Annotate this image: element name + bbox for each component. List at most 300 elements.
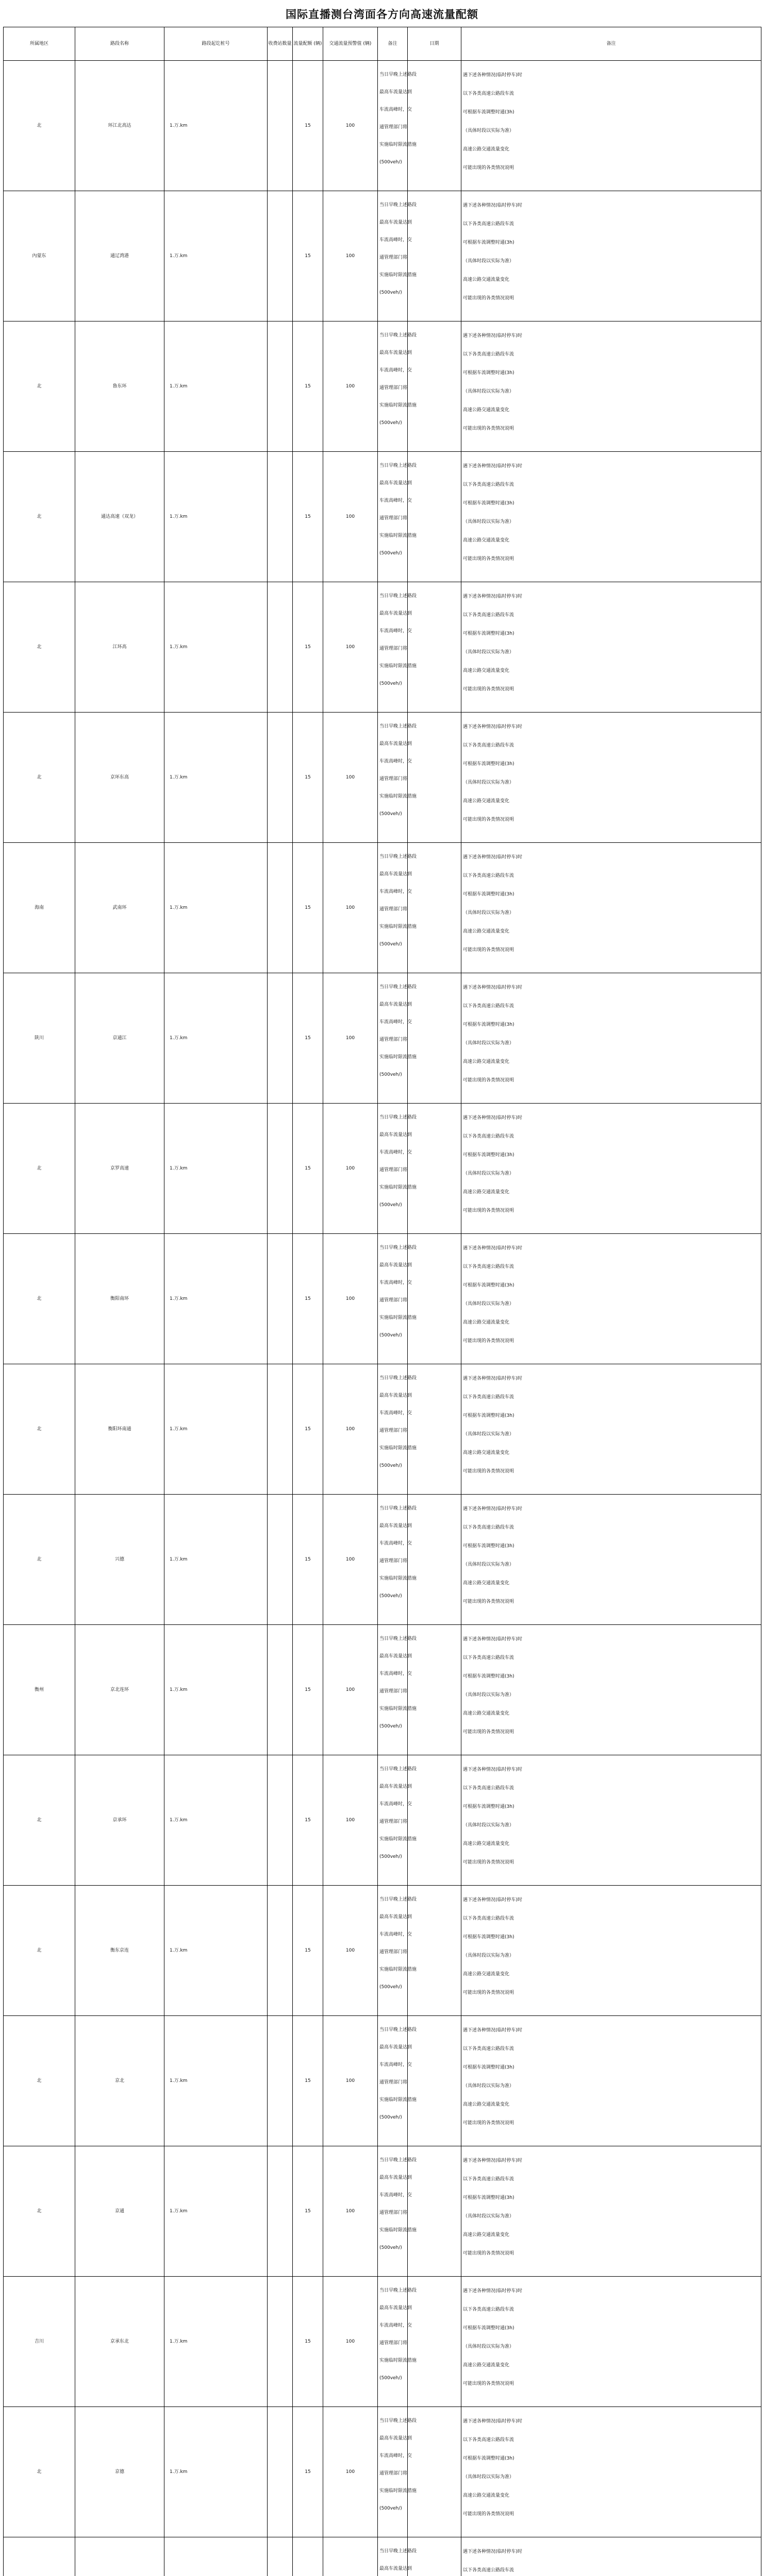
notes-line: 遇下述各种情况(临时停车)时	[463, 724, 523, 730]
notes-line: （具体时段以实际为准）	[463, 1562, 514, 1567]
remark-line: 最高车流量达到	[379, 481, 412, 486]
cell-remark	[378, 1755, 417, 1886]
cell-count	[268, 1886, 293, 2016]
remark-line: 通管理部门将	[379, 907, 408, 912]
cell-notes	[461, 843, 761, 973]
remark-line: 实施临时限流措施	[379, 1055, 417, 1060]
quota-table	[3, 27, 761, 2576]
notes-line: （具体时段以实际为准）	[463, 259, 514, 264]
remark-line: 实施临时限流措施	[379, 403, 417, 408]
table-row	[4, 713, 761, 843]
cell-threshold	[323, 2537, 378, 2576]
notes-line: 可根据车流调整时通(3h)	[463, 1413, 514, 1418]
cell-section: 衡东京连	[75, 1886, 164, 2016]
cell-quota: 15	[293, 61, 323, 191]
remark-line: 通管理部门将	[379, 776, 408, 782]
cell-remark	[378, 2016, 417, 2146]
remark-line: 最高车流量达到	[379, 2045, 412, 2050]
cell-date	[408, 2537, 461, 2576]
notes-line: 可根据车流调整时通(3h)	[463, 2456, 514, 2461]
cell-date	[408, 582, 461, 713]
cell-count	[268, 1104, 293, 1234]
notes-line: 高速公路交通流量变化	[463, 799, 510, 804]
notes-line: （具体时段以实际为准）	[463, 1823, 514, 1828]
cell-remark	[378, 973, 417, 1104]
remark-line: (500veh/)	[379, 811, 402, 817]
notes-line: 遇下述各种情况(临时停车)时	[463, 1897, 523, 1903]
cell-region: 北	[4, 1495, 75, 1625]
cell-threshold: 100	[323, 191, 378, 321]
remark-line: (500veh/)	[379, 1463, 402, 1468]
remark-line: 最高车流量达到	[379, 611, 412, 616]
remark-line: 通管理部门将	[379, 2471, 408, 2476]
notes-line: 以下各类高速公路段车流	[463, 1916, 514, 1921]
remark-line: 当日早晚上述路段	[379, 1636, 417, 1641]
remark-line: 实施临时限流措施	[379, 1185, 417, 1190]
cell-region: 海南	[4, 843, 75, 973]
notes-line: 高速公路交通流量变化	[463, 1711, 510, 1716]
notes-line: 高速公路交通流量变化	[463, 408, 510, 413]
header-threshold: 交通流量预警值 (辆)	[323, 27, 378, 61]
notes-line: 遇下述各种情况(临时停车)时	[463, 1246, 523, 1251]
cell-quota	[293, 2537, 323, 2576]
header-count: 收费站数量	[268, 27, 293, 61]
table-row	[4, 2146, 761, 2277]
cell-range: 1.万.km	[164, 1495, 268, 1625]
remark-line: 实施临时限流措施	[379, 1706, 417, 1711]
remark-line: 通管理部门将	[379, 1298, 408, 1303]
notes-line: 以下各类高速公路段车流	[463, 1786, 514, 1791]
table-row	[4, 582, 761, 713]
notes-line: 可能出现的各类情况说明	[463, 1469, 514, 1474]
cell-remark	[378, 1886, 417, 2016]
table-row	[4, 1364, 761, 1495]
cell-quota: 15	[293, 2016, 323, 2146]
notes-line: 可能出现的各类情况说明	[463, 1078, 514, 1083]
cell-section: 武南环	[75, 843, 164, 973]
notes-line: 可根据车流调整时通(3h)	[463, 631, 514, 636]
notes-line: 高速公路交通流量变化	[463, 1581, 510, 1586]
remark-line: (500veh/)	[379, 551, 402, 556]
remark-line: 通管理部门将	[379, 2341, 408, 2346]
remark-line: 通管理部门将	[379, 1037, 408, 1042]
cell-date	[408, 973, 461, 1104]
remark-line: 实施临时限流措施	[379, 1446, 417, 1451]
cell-date	[408, 2407, 461, 2537]
remark-line: 实施临时限流措施	[379, 533, 417, 538]
remark-line: 实施临时限流措施	[379, 2097, 417, 2103]
notes-line: （具体时段以实际为准）	[463, 519, 514, 524]
notes-line: 高速公路交通流量变化	[463, 1841, 510, 1846]
cell-date	[408, 1104, 461, 1234]
cell-remark	[378, 191, 417, 321]
cell-threshold: 100	[323, 2146, 378, 2277]
notes-line: 遇下述各种情况(临时停车)时	[463, 855, 523, 860]
notes-line: 遇下述各种情况(临时停车)时	[463, 1115, 523, 1121]
remark-line: 车流高峰时，交	[379, 889, 412, 894]
remark-line: 实施临时限流措施	[379, 2488, 417, 2494]
cell-notes	[461, 2407, 761, 2537]
notes-line: 遇下述各种情况(临时停车)时	[463, 985, 523, 990]
notes-line: 遇下述各种情况(临时停车)时	[463, 1637, 523, 1642]
notes-line: 可根据车流调整时通(3h)	[463, 1153, 514, 1158]
cell-quota: 15	[293, 191, 323, 321]
remark-line: 当日早晚上述路段	[379, 1376, 417, 1381]
notes-line: （具体时段以实际为准）	[463, 2344, 514, 2349]
remark-line: 当日早晚上述路段	[379, 1115, 417, 1120]
cell-threshold: 100	[323, 2016, 378, 2146]
cell-section: 京通	[75, 2146, 164, 2277]
remark-line: 当日早晚上述路段	[379, 2418, 417, 2424]
cell-region: 北	[4, 713, 75, 843]
cell-region: 北	[4, 2407, 75, 2537]
cell-range: 1.万.km	[164, 2277, 268, 2407]
table-row	[4, 1886, 761, 2016]
cell-quota: 15	[293, 713, 323, 843]
cell-range: 1.万.km	[164, 1104, 268, 1234]
cell-count	[268, 582, 293, 713]
cell-range: 1.万.km	[164, 321, 268, 452]
notes-line: 以下各类高速公路段车流	[463, 613, 514, 618]
cell-quota: 15	[293, 1625, 323, 1755]
remark-line: 最高车流量达到	[379, 1132, 412, 1138]
notes-line: 高速公路交通流量变化	[463, 1320, 510, 1325]
remark-line: 车流高峰时，交	[379, 2453, 412, 2459]
cell-notes	[461, 582, 761, 713]
cell-date	[408, 452, 461, 582]
cell-range: 1.万.km	[164, 2407, 268, 2537]
cell-remark	[378, 1104, 417, 1234]
notes-line: 遇下述各种情况(临时停车)时	[463, 2419, 523, 2424]
cell-region: 陕川	[4, 973, 75, 1104]
remark-line: (500veh/)	[379, 1724, 402, 1729]
cell-section: 京北	[75, 2016, 164, 2146]
cell-section: 衡阳环南通	[75, 1364, 164, 1495]
notes-line: （具体时段以实际为准）	[463, 128, 514, 133]
remark-line: 车流高峰时，交	[379, 1020, 412, 1025]
remark-line: (500veh/)	[379, 681, 402, 686]
cell-region: 北	[4, 321, 75, 452]
notes-line: 以下各类高速公路段车流	[463, 1264, 514, 1269]
cell-date	[408, 1755, 461, 1886]
header-notes: 备注	[461, 27, 761, 61]
cell-threshold: 100	[323, 1886, 378, 2016]
header-remark: 备注	[378, 27, 408, 61]
notes-line: 可能出现的各类情况说明	[463, 2512, 514, 2517]
remark-line: 当日早晚上述路段	[379, 2027, 417, 2032]
notes-line: 以下各类高速公路段车流	[463, 743, 514, 748]
cell-section: 鲁东环	[75, 321, 164, 452]
cell-remark	[378, 2146, 417, 2277]
cell-range: 1.万.km	[164, 1886, 268, 2016]
notes-line: 以下各类高速公路段车流	[463, 873, 514, 878]
notes-line: 可根据车流调整时通(3h)	[463, 1022, 514, 1027]
remark-line: 当日早晚上述路段	[379, 2288, 417, 2293]
cell-region: 北	[4, 2016, 75, 2146]
cell-region	[4, 2537, 75, 2576]
remark-line: (500veh/)	[379, 942, 402, 947]
cell-threshold: 100	[323, 61, 378, 191]
notes-line: 以下各类高速公路段车流	[463, 1655, 514, 1660]
remark-line: 当日早晚上述路段	[379, 333, 417, 338]
table-row	[4, 1625, 761, 1755]
header-quota: 流量配额 (辆)	[293, 27, 323, 61]
notes-line: 可能出现的各类情况说明	[463, 2251, 514, 2256]
cell-count	[268, 2407, 293, 2537]
table-row	[4, 452, 761, 582]
cell-date	[408, 1625, 461, 1755]
notes-line: （具体时段以实际为准）	[463, 1692, 514, 1698]
cell-remark	[378, 452, 417, 582]
cell-section: 京罗高速	[75, 1104, 164, 1234]
cell-remark	[378, 321, 417, 452]
cell-date	[408, 2277, 461, 2407]
cell-range: 1.万.km	[164, 1234, 268, 1364]
remark-line: (500veh/)	[379, 1202, 402, 1208]
remark-line: 通管理部门将	[379, 2080, 408, 2085]
cell-quota: 15	[293, 1755, 323, 1886]
cell-region: 衡州	[4, 1625, 75, 1755]
remark-line: 最高车流量达到	[379, 220, 412, 225]
cell-count	[268, 2277, 293, 2407]
notes-line: 可根据车流调整时通(3h)	[463, 1804, 514, 1809]
remark-line: 当日早晚上述路段	[379, 2158, 417, 2163]
notes-line: 遇下述各种情况(临时停车)时	[463, 464, 523, 469]
cell-quota: 15	[293, 321, 323, 452]
notes-line: 高速公路交通流量变化	[463, 668, 510, 673]
remark-line: 实施临时限流措施	[379, 664, 417, 669]
notes-line: 以下各类高速公路段车流	[463, 482, 514, 487]
cell-date	[408, 843, 461, 973]
cell-threshold: 100	[323, 1495, 378, 1625]
cell-date	[408, 713, 461, 843]
cell-threshold: 100	[323, 843, 378, 973]
notes-line: 遇下述各种情况(临时停车)时	[463, 2028, 523, 2033]
notes-line: 遇下述各种情况(临时停车)时	[463, 1506, 523, 1512]
remark-line: 实施临时限流措施	[379, 142, 417, 147]
notes-line: 遇下述各种情况(临时停车)时	[463, 333, 523, 338]
remark-line: 最高车流量达到	[379, 1523, 412, 1529]
notes-line: 以下各类高速公路段车流	[463, 2177, 514, 2182]
remark-line: 通管理部门将	[379, 1167, 408, 1173]
cell-remark	[378, 582, 417, 713]
cell-quota: 15	[293, 2277, 323, 2407]
notes-line: （具体时段以实际为准）	[463, 650, 514, 655]
remark-line: 实施临时限流措施	[379, 794, 417, 799]
cell-count	[268, 191, 293, 321]
remark-line: 最高车流量达到	[379, 2436, 412, 2441]
notes-line: 以下各类高速公路段车流	[463, 1395, 514, 1400]
table-row	[4, 973, 761, 1104]
cell-count	[268, 61, 293, 191]
remark-line: 通管理部门将	[379, 1819, 408, 1824]
remark-line: 实施临时限流措施	[379, 1837, 417, 1842]
cell-count	[268, 452, 293, 582]
remark-line: (500veh/)	[379, 2115, 402, 2120]
cell-notes	[461, 1495, 761, 1625]
cell-threshold: 100	[323, 2407, 378, 2537]
notes-line: 遇下述各种情况(临时停车)时	[463, 1767, 523, 1772]
cell-range	[164, 2537, 268, 2576]
cell-range: 1.万.km	[164, 61, 268, 191]
notes-line: 高速公路交通流量变化	[463, 2102, 510, 2107]
notes-line: 可根据车流调整时通(3h)	[463, 2065, 514, 2070]
remark-line: 当日早晚上述路段	[379, 202, 417, 208]
remark-line: 实施临时限流措施	[379, 1315, 417, 1320]
cell-region: 內蒙东	[4, 191, 75, 321]
table-row	[4, 2277, 761, 2407]
cell-date	[408, 1364, 461, 1495]
cell-count	[268, 2146, 293, 2277]
remark-line: (500veh/)	[379, 1854, 402, 1859]
remark-line: 车流高峰时，交	[379, 1932, 412, 1937]
cell-notes	[461, 1886, 761, 2016]
cell-region: 北	[4, 452, 75, 582]
remark-line: 通管理部门将	[379, 1428, 408, 1433]
cell-threshold: 100	[323, 582, 378, 713]
table-row	[4, 321, 761, 452]
cell-region: 北	[4, 2146, 75, 2277]
remark-line: 车流高峰时，交	[379, 2323, 412, 2328]
remark-line: 车流高峰时，交	[379, 2193, 412, 2198]
notes-line: 可根据车流调整时通(3h)	[463, 1674, 514, 1679]
header-range: 路段起讫桩号	[164, 27, 268, 61]
cell-date	[408, 1495, 461, 1625]
cell-threshold: 100	[323, 452, 378, 582]
remark-line: 当日早晚上述路段	[379, 724, 417, 729]
remark-line: 车流高峰时，交	[379, 238, 412, 243]
remark-line: 最高车流量达到	[379, 872, 412, 877]
table-row	[4, 2537, 761, 2576]
notes-line: 遇下述各种情况(临时停车)时	[463, 2289, 523, 2294]
remark-line: 当日早晚上述路段	[379, 1897, 417, 1902]
notes-line: 高速公路交通流量变化	[463, 1059, 510, 1064]
notes-line: 可能出现的各类情况说明	[463, 1730, 514, 1735]
cell-section: 衡阳南环	[75, 1234, 164, 1364]
cell-notes	[461, 2146, 761, 2277]
notes-line: 以下各类高速公路段车流	[463, 222, 514, 227]
remark-line: (500veh/)	[379, 2376, 402, 2381]
notes-line: （具体时段以实际为准）	[463, 2475, 514, 2480]
cell-region: 北	[4, 1755, 75, 1886]
cell-range: 1.万.km	[164, 843, 268, 973]
header-section: 路段名称	[75, 27, 164, 61]
cell-count	[268, 973, 293, 1104]
cell-count	[268, 1364, 293, 1495]
remark-line: 通管理部门将	[379, 385, 408, 391]
remark-line: 车流高峰时，交	[379, 1280, 412, 1285]
remark-line: 车流高峰时，交	[379, 1802, 412, 1807]
cell-quota: 15	[293, 582, 323, 713]
cell-region: 北	[4, 1886, 75, 2016]
notes-line: 可能出现的各类情况说明	[463, 817, 514, 822]
cell-threshold: 100	[323, 713, 378, 843]
remark-line: 通管理部门将	[379, 1950, 408, 1955]
cell-section: 通达高速（双龙）	[75, 452, 164, 582]
notes-line: 可根据车流调整时通(3h)	[463, 2195, 514, 2200]
notes-line: 遇下述各种情况(临时停车)时	[463, 594, 523, 599]
notes-line: 可能出现的各类情况说明	[463, 1990, 514, 1995]
cell-quota: 15	[293, 1886, 323, 2016]
remark-line: 通管理部门将	[379, 1689, 408, 1694]
notes-line: 可能出现的各类情况说明	[463, 165, 514, 171]
cell-range: 1.万.km	[164, 973, 268, 1104]
remark-line: 当日早晚上述路段	[379, 2549, 417, 2554]
remark-line: 车流高峰时，交	[379, 107, 412, 112]
cell-quota: 15	[293, 973, 323, 1104]
remark-line: 最高车流量达到	[379, 90, 412, 95]
cell-range: 1.万.km	[164, 1364, 268, 1495]
cell-notes	[461, 2277, 761, 2407]
cell-count	[268, 713, 293, 843]
remark-line: (500veh/)	[379, 1333, 402, 1338]
cell-quota: 15	[293, 2146, 323, 2277]
remark-line: 最高车流量达到	[379, 741, 412, 747]
cell-date	[408, 61, 461, 191]
cell-region: 北	[4, 1364, 75, 1495]
cell-count	[268, 843, 293, 973]
notes-line: 高速公路交通流量变化	[463, 2363, 510, 2368]
notes-line: 可根据车流调整时通(3h)	[463, 1283, 514, 1288]
notes-line: 高速公路交通流量变化	[463, 147, 510, 152]
notes-line: 高速公路交通流量变化	[463, 2493, 510, 2498]
remark-line: 车流高峰时，交	[379, 1671, 412, 1676]
cell-range: 1.万.km	[164, 1755, 268, 1886]
notes-line: 可能出现的各类情况说明	[463, 1208, 514, 1213]
remark-line: 实施临时限流措施	[379, 2358, 417, 2363]
notes-line: 可能出现的各类情况说明	[463, 2381, 514, 2386]
remark-line: 最高车流量达到	[379, 1393, 412, 1398]
remark-line: 当日早晚上述路段	[379, 854, 417, 859]
cell-notes	[461, 1364, 761, 1495]
cell-date	[408, 2016, 461, 2146]
notes-line: （具体时段以实际为准）	[463, 1432, 514, 1437]
cell-range: 1.万.km	[164, 1625, 268, 1755]
cell-range: 1.万.km	[164, 713, 268, 843]
cell-notes	[461, 452, 761, 582]
notes-line: 可根据车流调整时通(3h)	[463, 370, 514, 376]
notes-line: （具体时段以实际为准）	[463, 1171, 514, 1176]
notes-line: 遇下述各种情况(临时停车)时	[463, 2549, 523, 2554]
notes-line: 可根据车流调整时通(3h)	[463, 240, 514, 245]
cell-date	[408, 2146, 461, 2277]
remark-line: 车流高峰时，交	[379, 759, 412, 764]
notes-line: 高速公路交通流量变化	[463, 1972, 510, 1977]
remark-line: (500veh/)	[379, 160, 402, 165]
notes-line: 遇下述各种情况(临时停车)时	[463, 203, 523, 208]
notes-line: 可能出现的各类情况说明	[463, 687, 514, 692]
page-title: 国际直播测台湾面各方向高速流量配额	[286, 8, 478, 21]
cell-quota: 15	[293, 1364, 323, 1495]
notes-line: 以下各类高速公路段车流	[463, 2307, 514, 2312]
cell-remark	[378, 1234, 417, 1364]
cell-quota: 15	[293, 1104, 323, 1234]
cell-remark	[378, 1495, 417, 1625]
remark-line: 实施临时限流措施	[379, 1576, 417, 1581]
remark-line: 当日早晚上述路段	[379, 1245, 417, 1250]
remark-line: 车流高峰时，交	[379, 368, 412, 373]
notes-line: 以下各类高速公路段车流	[463, 1525, 514, 1530]
remark-line: 车流高峰时，交	[379, 629, 412, 634]
cell-threshold: 100	[323, 1364, 378, 1495]
cell-section: 环江北高达	[75, 61, 164, 191]
cell-notes	[461, 191, 761, 321]
remark-line: 当日早晚上述路段	[379, 1506, 417, 1511]
remark-line: 当日早晚上述路段	[379, 72, 417, 77]
remark-line: 实施临时限流措施	[379, 1967, 417, 1972]
notes-line: （具体时段以实际为准）	[463, 389, 514, 394]
notes-line: （具体时段以实际为准）	[463, 1041, 514, 1046]
